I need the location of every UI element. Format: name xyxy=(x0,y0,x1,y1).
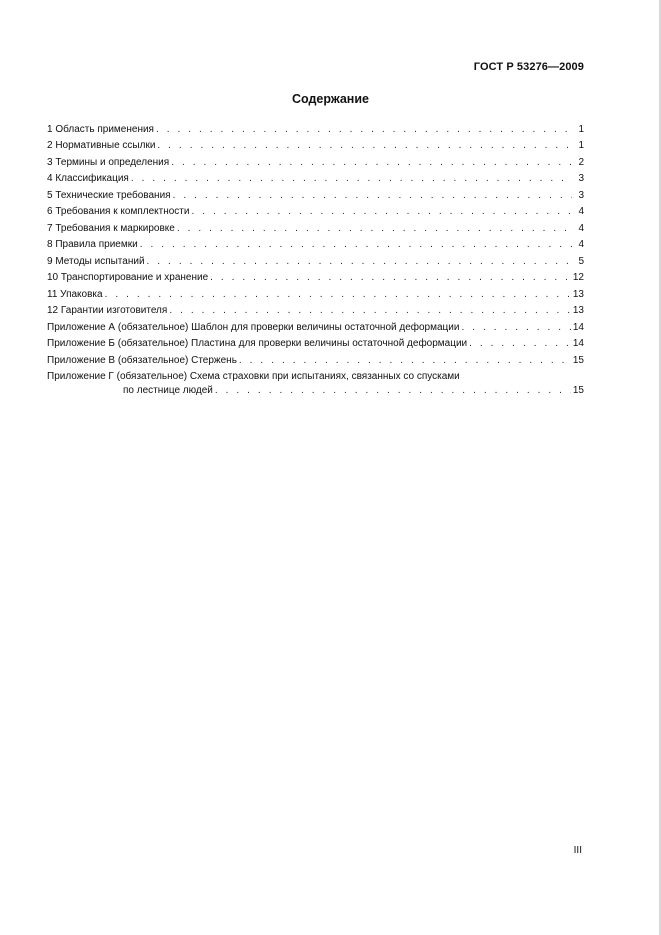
toc-title: Содержание xyxy=(291,92,369,106)
toc-entry-page: 5 xyxy=(578,255,584,267)
page-number: III xyxy=(573,845,582,856)
toc-entry-label: 7 Требования к маркировке xyxy=(47,222,175,234)
toc-entry-label: 4 Классификация xyxy=(47,173,129,184)
toc-entry-packaging[interactable] xyxy=(47,284,584,301)
toc-entry-page: 15 xyxy=(572,384,584,396)
toc-entry-label: 12 Гарантии изготовителя xyxy=(47,305,168,316)
toc-entry-label: 1 Область применения xyxy=(47,123,154,135)
toc-entry-marking[interactable] xyxy=(47,218,584,235)
toc-entry-label: 10 Транспортирование и хранение xyxy=(47,272,209,283)
toc-entry-label: Приложение А (обязательное) Шаблон для проверки величины остаточной деформации xyxy=(47,321,460,333)
dot-leader xyxy=(105,288,571,301)
toc-entry-label: 11 Упаковка xyxy=(47,288,103,300)
table-of-contents xyxy=(47,119,584,397)
toc-entry-test-methods[interactable] xyxy=(47,251,584,268)
dot-leader xyxy=(157,139,572,152)
dot-leader xyxy=(156,123,572,136)
toc-entry-normative-references[interactable] xyxy=(47,136,584,153)
toc-entry-label: Приложение В (обязательное) Стержень xyxy=(47,354,237,366)
dot-leader xyxy=(131,172,572,185)
dot-leader xyxy=(177,222,572,235)
toc-entry-label: 3 Термины и определения xyxy=(47,156,170,168)
dot-leader xyxy=(461,321,570,334)
toc-entry-page: 15 xyxy=(572,354,584,366)
dot-leader xyxy=(469,337,571,350)
toc-entry-appendix-a[interactable] xyxy=(47,317,584,334)
toc-entry-appendix-g[interactable] xyxy=(47,370,584,397)
toc-entry-label: Приложение Г (обязательное) Схема страховки при испытаниях, связанных со спусками xyxy=(47,370,460,382)
toc-entry-page: 13 xyxy=(572,305,584,316)
dot-leader xyxy=(140,238,572,251)
dot-leader xyxy=(215,384,571,397)
dot-leader xyxy=(191,205,572,218)
dot-leader xyxy=(171,156,572,169)
toc-entry-label: Приложение Б (обязательное) Пластина для проверки величины остаточной деформации xyxy=(47,338,468,349)
toc-entry-label: 2 Нормативные ссылки xyxy=(47,140,156,151)
toc-entry-terms[interactable] xyxy=(47,152,584,169)
dot-leader xyxy=(173,189,572,202)
toc-entry-transport-storage[interactable] xyxy=(47,268,584,285)
toc-entry-label: 6 Требования к комплектности xyxy=(47,206,190,217)
toc-entry-page: 1 xyxy=(578,140,584,151)
toc-entry-page: 2 xyxy=(578,156,584,168)
toc-entry-label: 8 Правила приемки xyxy=(47,239,138,250)
dot-leader xyxy=(239,354,571,367)
toc-entry-page: 3 xyxy=(578,173,584,184)
toc-entry-completeness[interactable] xyxy=(47,202,584,219)
toc-entry-technical-requirements[interactable] xyxy=(47,185,584,202)
toc-entry-label: 5 Технические требования xyxy=(47,189,171,201)
toc-entry-page: 1 xyxy=(578,123,584,135)
toc-entry-page: 4 xyxy=(578,222,584,234)
toc-entry-acceptance-rules[interactable] xyxy=(47,235,584,252)
toc-entry-appendix-b[interactable] xyxy=(47,334,584,351)
toc-entry-appendix-v[interactable] xyxy=(47,350,584,367)
dot-leader xyxy=(210,271,571,284)
toc-entry-label-continuation: по лестнице людей xyxy=(123,384,213,396)
dot-leader xyxy=(169,304,571,317)
toc-entry-page: 14 xyxy=(572,338,584,349)
toc-entry-page: 3 xyxy=(578,189,584,201)
document-code-header: ГОСТ Р 53276—2009 xyxy=(473,61,584,73)
toc-entry-classification[interactable] xyxy=(47,169,584,186)
toc-entry-page: 12 xyxy=(572,272,584,283)
toc-entry-page: 13 xyxy=(572,288,584,300)
toc-entry-page: 4 xyxy=(578,239,584,250)
toc-entry-label: 9 Методы испытаний xyxy=(47,255,145,267)
toc-entry-page: 4 xyxy=(578,206,584,217)
toc-entry-page: 14 xyxy=(572,321,584,333)
toc-entry-warranty[interactable] xyxy=(47,301,584,318)
toc-entry-scope[interactable] xyxy=(47,119,584,136)
dot-leader xyxy=(147,255,572,268)
